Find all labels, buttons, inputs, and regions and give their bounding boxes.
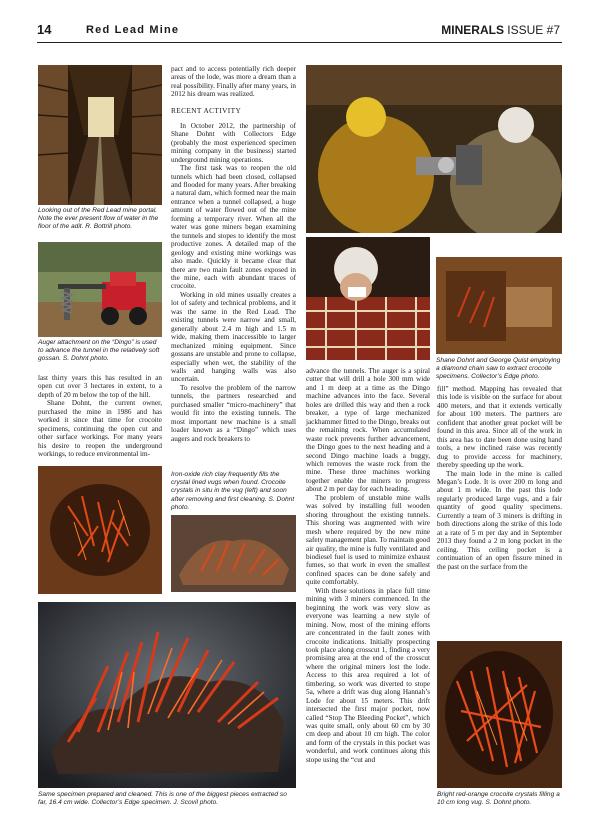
issue-label: ISSUE #7 <box>507 23 560 37</box>
magazine-name: MINERALS <box>441 23 504 37</box>
paragraph: The first task was to reopen the old tunnels which had been closed, collapsed and flooded for many years. After breaking a natural dam, which formed near the main entrance when a tunnel collapsed, a huge amount of water flowed out of the mine forming a temporary river. When all the water was gone miners began examining the tunnels and stopes to identify the most productive zones. A detailed map of the geology and existing mine workings was also made. Quickly it became clear that there are two main fault zones exposed in the mine, each with abundant traces of crocoite. <box>171 164 296 291</box>
article-column-3 <box>306 367 430 764</box>
header-rule <box>37 42 562 43</box>
auger-caption: Auger attachment on the “Dingo” is used to advance the tunnel in the relatively soft gossan. S. Dohnt photo. <box>38 339 160 363</box>
dingo-auger-photo <box>38 242 162 337</box>
page-header <box>0 0 600 46</box>
mine-tunnel-photo <box>38 65 162 205</box>
section-heading: RECENT ACTIVITY <box>171 105 242 115</box>
paragraph: advance the tunnels. The auger is a spiral cutter that will drill a hole 300 mm wide and 1 m deep at a time as the Dingo machine advances into the face. Several holes are drilled this way and then a rock breaker, a type of large mechanized jackhammer fitted to the Dingo, breaks out the remaining rock. When accumulated waste rock prevents further advancement, the Dingo goes to the next heading and a second Dingo machine loads a buggy, which removes the waste rock from the mine. These three machines working together enable the miners to progress about 2 m per day for each heading. <box>306 367 430 494</box>
paragraph: last thirty years this has resulted in an open cut over 3 hectares in extent, to a depth of 20 m below the top of the hill. <box>38 374 162 399</box>
miners-caption: Shane Dohnt and George Quist employing a diamond chain saw to extract crocoite specimens. Collector’s Edge photo. <box>436 357 561 381</box>
paragraph: With these solutions in place full time mining with 3 miners commenced. In the beginning the work was very slow as everyone was learning a new style of mining. Now, most of the mining efforts are concentrated in the fault zones with crocoite indications. Initially prospecting took place along crosscut 1, finding a very promising area at the end of the crosscut where the original miners lost the lode. Access to this area required a lot of timbering, so work was diverted to stope 5a, where a drift was dug along Hannah’s Lode for about 15 meters. This drift intersected the first major pocket, now called “Stop The Bleeding Pocket”, which was quite small, only about 60 cm by 30 cm deep and about 10 cm high. The color and form of the crystals in this pocket was wonderful, and work continues along this stope using the “cut and <box>306 586 430 764</box>
vug-clay-caption: Iron-oxide rich clay frequently fills the crystal lined vugs when found. Crocoite crystals in situ in the vug (left) and soon after removing and first cleaning. S. Dohnt photo. <box>171 471 295 511</box>
vug-cleaned-photo <box>171 515 296 592</box>
miners-chainsaw-photo <box>306 65 562 233</box>
paragraph: fill” method. Mapping has revealed that this lode is visible on the surface for about 400 meters, and that it extends vertically for about 100 meters. The partners are confident that another great pocket will be found in this area. Since all of the work in this area has to date been done using hand tools, a new inclined raise was recently dug to provide access for machinery, thereby speeding up the work. <box>437 385 562 470</box>
paragraph: Working in old mines usually creates a lot of safety and technical problems, and it was the same in the Red Lead. The existing tunnels were narrow and small, generally about 2.4 m high and 1.5 m wide, making them inaccessible to larger mechanized mining equipment. Since gossans are unstable and prone to collapse, especially when wet, the stability of the walls and hanging walls was also uncertain. <box>171 290 296 384</box>
paragraph: pact and to access potentially rich deeper areas of the lode, was more a dream than a real possibility. Finally after many years, in 2012 his dream was realized. <box>171 65 296 99</box>
page-number: 14 <box>37 22 52 37</box>
article-column-2 <box>171 65 296 443</box>
crocoite-vug-photo <box>437 641 562 788</box>
specimen-caption: Same specimen prepared and cleaned. This is one of the biggest pieces extracted so far, 16.4 cm wide. Collector’s Edge specimen. J. Scovil photo. <box>38 791 287 807</box>
chainsaw-cut-photo <box>436 257 562 354</box>
paragraph: Shane Dohnt, the current owner, purchased the mine in 1986 and has worked it since that time for crocoite specimens, continuing the open cut and other surface workings. For many years his desire to reopen the underground workings, to reduce environmental im- <box>38 399 162 459</box>
vug-in-situ-photo <box>38 466 162 594</box>
miner-portrait-photo <box>306 237 430 360</box>
section-title: Red Lead Mine <box>86 24 180 36</box>
paragraph: In October 2012, the partnership of Shane Dohnt with Collectors Edge (probably the most experienced specimen mining company in the business) started underground mining operations. <box>171 121 296 164</box>
magazine-issue <box>441 23 560 37</box>
paragraph: The main lode in the mine is called Megan’s Lode. It is over 200 m long and about 1 m wide. In the past this lode regularly produced large vugs, and a fair quantity of good quality specimens. Currently a team of 3 miners is drifting in both directions along the strike of this lode at a rate of 5 m per day and in September 2013 they found a 2 m long pocket in the ceiling. This ceiling pocket is a continuation of an open fissure mined in the past on the surface from the <box>437 469 562 571</box>
article-column-4 <box>437 385 562 571</box>
paragraph: The problem of unstable mine walls was solved by installing full wooden shoring throughout the existing tunnels. This shoring was augmented with wire mesh where required by the new mine safety management plan. To maintain good air quality, the mine is fully ventilated and biodiesel fuel is used to minimize exhaust fumes, so that work in even the smallest confined spaces can be done safely and quite comfortably. <box>306 493 430 587</box>
article-column-1 <box>38 374 162 459</box>
tunnel-caption: Looking out of the Red Lead mine portal. Note the ever present flow of water in the floor of the adit. R. Bottrill photo. <box>38 207 159 231</box>
cleaned-specimen-photo <box>38 602 296 788</box>
vug-caption: Bright red-orange crocoite crystals filling a 10 cm long vug. S. Dohnt photo. <box>437 791 560 807</box>
paragraph: To resolve the problem of the narrow tunnels, the partners researched and purchased smaller “micro-machinery” that would fit into the existing tunnels. The most important new machine is a small loader known as a “Dingo” which uses augers and rock breakers to <box>171 383 296 443</box>
